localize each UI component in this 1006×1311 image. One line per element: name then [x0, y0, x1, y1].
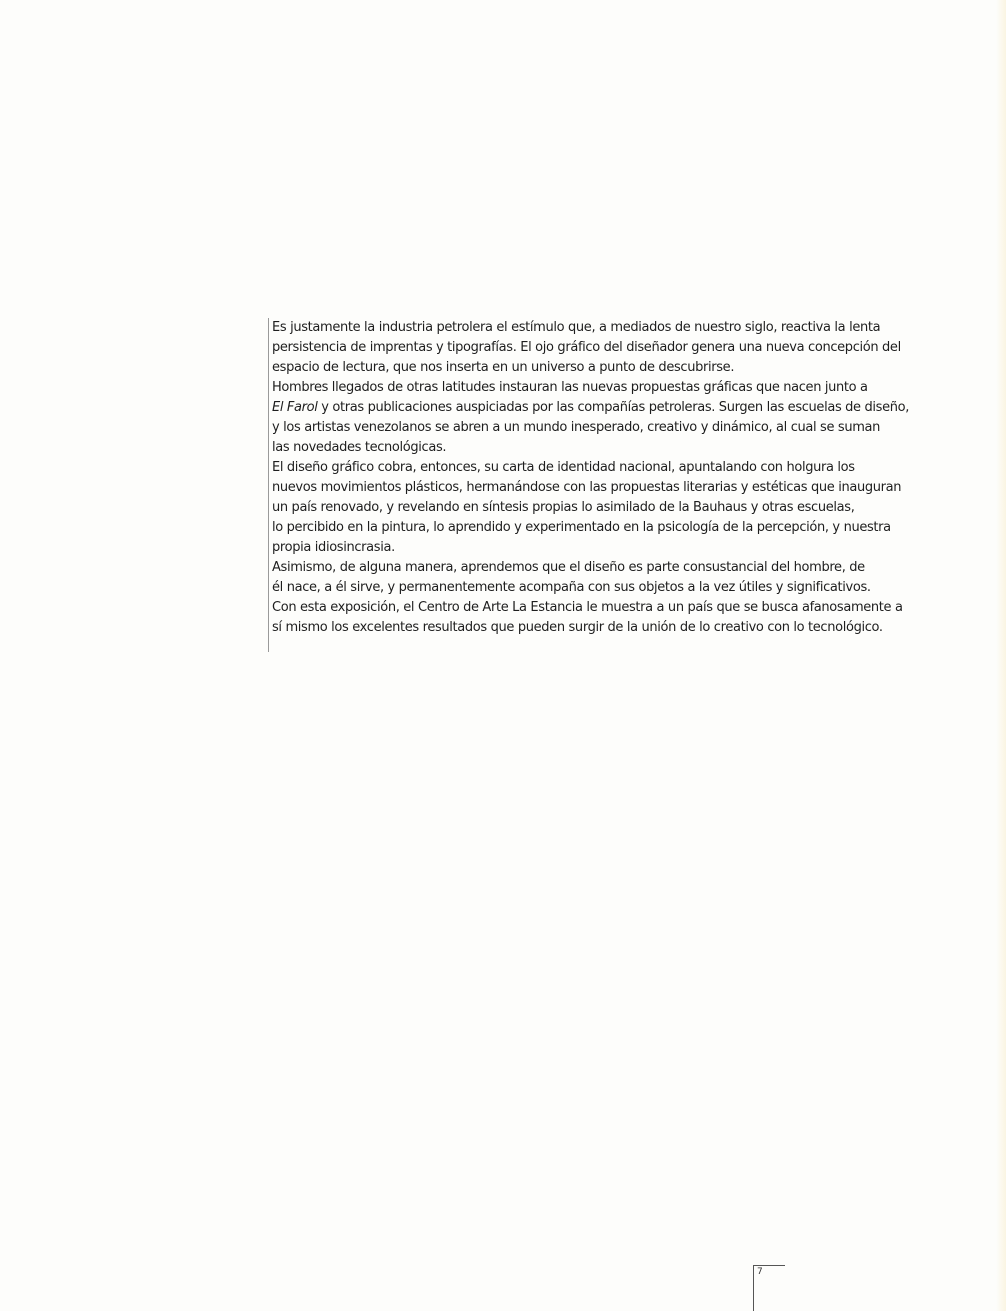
page-number-box: [753, 1265, 785, 1311]
page-number: 7: [757, 1267, 763, 1277]
text-line: El diseño gráfico cobra, entonces, su carta de identidad nacional, apuntalando con holgura los: [272, 460, 855, 475]
text-line: persistencia de imprentas y tipografías. El ojo gráfico del diseñador genera una nueva concepción del: [272, 340, 901, 355]
text-line: y los artistas venezolanos se abren a un mundo inesperado, creativo y dinámico, al cual se suman: [272, 420, 881, 435]
text-line-rest: y otras publicaciones auspiciadas por las compañías petroleras. Surgen las escuelas de diseño,: [317, 400, 910, 415]
text-line: Con esta exposición, el Centro de Arte La Estancia le muestra a un país que se busca afanosamente a: [272, 600, 903, 615]
text-line: nuevos movimientos plásticos, hermanándose con las propuestas literarias y estéticas que inauguran: [272, 480, 902, 495]
publication-title: El Farol: [272, 400, 318, 415]
text-line: Asimismo, de alguna manera, aprendemos que el diseño es parte consustancial del hombre, de: [272, 560, 865, 575]
text-line: propia idiosincrasia.: [272, 540, 395, 555]
text-line: un país renovado, y revelando en síntesis propias lo asimilado de la Bauhaus y otras escuelas,: [272, 500, 855, 515]
text-line: él nace, a él sirve, y permanentemente acompaña con sus objetos a la vez útiles y significativos.: [272, 580, 871, 595]
text-line: lo percibido en la pintura, lo aprendido y experimentado en la psicología de la percepción, y nuestra: [272, 520, 891, 535]
text-line: Hombres llegados de otras latitudes instauran las nuevas propuestas gráficas que nacen junto a: [272, 380, 868, 395]
page-edge-shading: [996, 0, 1006, 1311]
text-line: las novedades tecnológicas.: [272, 440, 447, 455]
text-line: Es justamente la industria petrolera el estímulo que, a mediados de nuestro siglo, reactiva la lenta: [272, 320, 881, 335]
text-line: espacio de lectura, que nos inserta en un universo a punto de descubrirse.: [272, 360, 735, 375]
text-line: sí mismo los excelentes resultados que pueden surgir de la unión de lo creativo con lo tecnológico.: [272, 620, 883, 635]
text-line: [272, 398, 958, 418]
body-text-block: [268, 318, 958, 652]
